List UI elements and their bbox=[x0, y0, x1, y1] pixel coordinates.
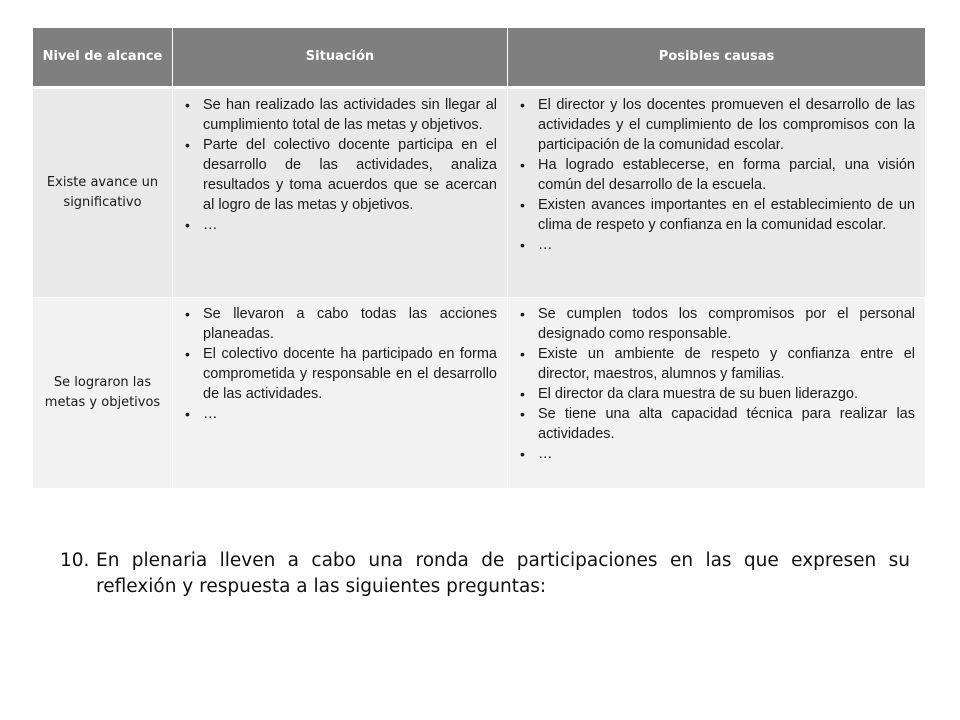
level-cell: Se lograron las metas y objetivos bbox=[33, 298, 173, 489]
list-item: • Se han realizado las actividades sin llegar al cumplimiento total de las metas y objetivos. bbox=[185, 97, 497, 133]
header-situacion: Situación bbox=[173, 28, 508, 88]
table-header-row bbox=[33, 28, 926, 88]
list-item: • … bbox=[520, 237, 553, 253]
list-item: • … bbox=[520, 446, 553, 462]
list-item: • Existe un ambiente de respeto y confianza entre el director, maestros, alumnos y familias. bbox=[520, 346, 915, 382]
causas-list bbox=[508, 95, 915, 255]
list-item: • … bbox=[185, 406, 218, 422]
list-item: • Ha logrado establecerse, en forma parcial, una visión común del desarrollo de la escuela. bbox=[520, 157, 915, 193]
situacion-list bbox=[173, 95, 497, 235]
list-item: • El director y los docentes promueven el desarrollo de las actividades y el cumplimiento de los compromisos con la participación de la comunidad escolar. bbox=[520, 97, 915, 153]
situacion-list bbox=[173, 304, 497, 424]
list-item: • El director da clara muestra de su buen liderazgo. bbox=[520, 386, 858, 402]
bullet-icon: • bbox=[520, 237, 525, 253]
bullet-icon: • bbox=[520, 346, 525, 362]
situacion-cell bbox=[173, 298, 508, 489]
bullet-icon: • bbox=[520, 446, 525, 462]
situacion-cell bbox=[173, 88, 508, 298]
list-item: • Parte del colectivo docente participa en el desarrollo de las actividades, analiza resultados y toma acuerdos que se acercan al logro de las metas y objetivos. bbox=[185, 137, 497, 213]
list-item: • Se cumplen todos los compromisos por el personal designado como responsable. bbox=[520, 306, 915, 342]
bullet-icon: • bbox=[185, 137, 190, 153]
list-item: • Se llevaron a cabo todas las acciones planeadas. bbox=[185, 306, 497, 342]
bullet-icon: • bbox=[520, 306, 525, 322]
list-item: • El colectivo docente ha participado en forma comprometida y responsable en el desarrollo de las actividades. bbox=[185, 346, 497, 402]
header-nivel-de-alcance: Nivel de alcance bbox=[33, 28, 173, 88]
bullet-icon: • bbox=[185, 406, 190, 422]
bullet-icon: • bbox=[520, 386, 525, 402]
bullet-icon: • bbox=[185, 97, 190, 113]
causas-cell bbox=[508, 298, 926, 489]
bullet-icon: • bbox=[520, 157, 525, 173]
table-row bbox=[33, 88, 926, 298]
bullet-icon: • bbox=[520, 197, 525, 213]
list-item: • … bbox=[185, 217, 218, 233]
question-number: 10. bbox=[60, 550, 90, 571]
bullet-icon: • bbox=[185, 306, 190, 322]
plenary-question bbox=[60, 548, 910, 600]
level-cell: Existe avance un significativo bbox=[33, 88, 173, 298]
list-item: • Se tiene una alta capacidad técnica para realizar las actividades. bbox=[520, 406, 915, 442]
table-row bbox=[33, 298, 926, 489]
bullet-icon: • bbox=[185, 346, 190, 362]
bullet-icon: • bbox=[520, 406, 525, 422]
criteria-table bbox=[32, 27, 926, 489]
list-item: • Existen avances importantes en el establecimiento de un clima de respeto y confianza en la comunidad escolar. bbox=[520, 197, 915, 233]
causas-cell bbox=[508, 88, 926, 298]
bullet-icon: • bbox=[185, 217, 190, 233]
question-text: En plenaria lleven a cabo una ronda de participaciones en las que expresen su reflexión y respuesta a las siguientes preguntas: bbox=[96, 550, 910, 597]
header-posibles-causas: Posibles causas bbox=[508, 28, 926, 88]
causas-list bbox=[508, 304, 915, 464]
bullet-icon: • bbox=[520, 97, 525, 113]
